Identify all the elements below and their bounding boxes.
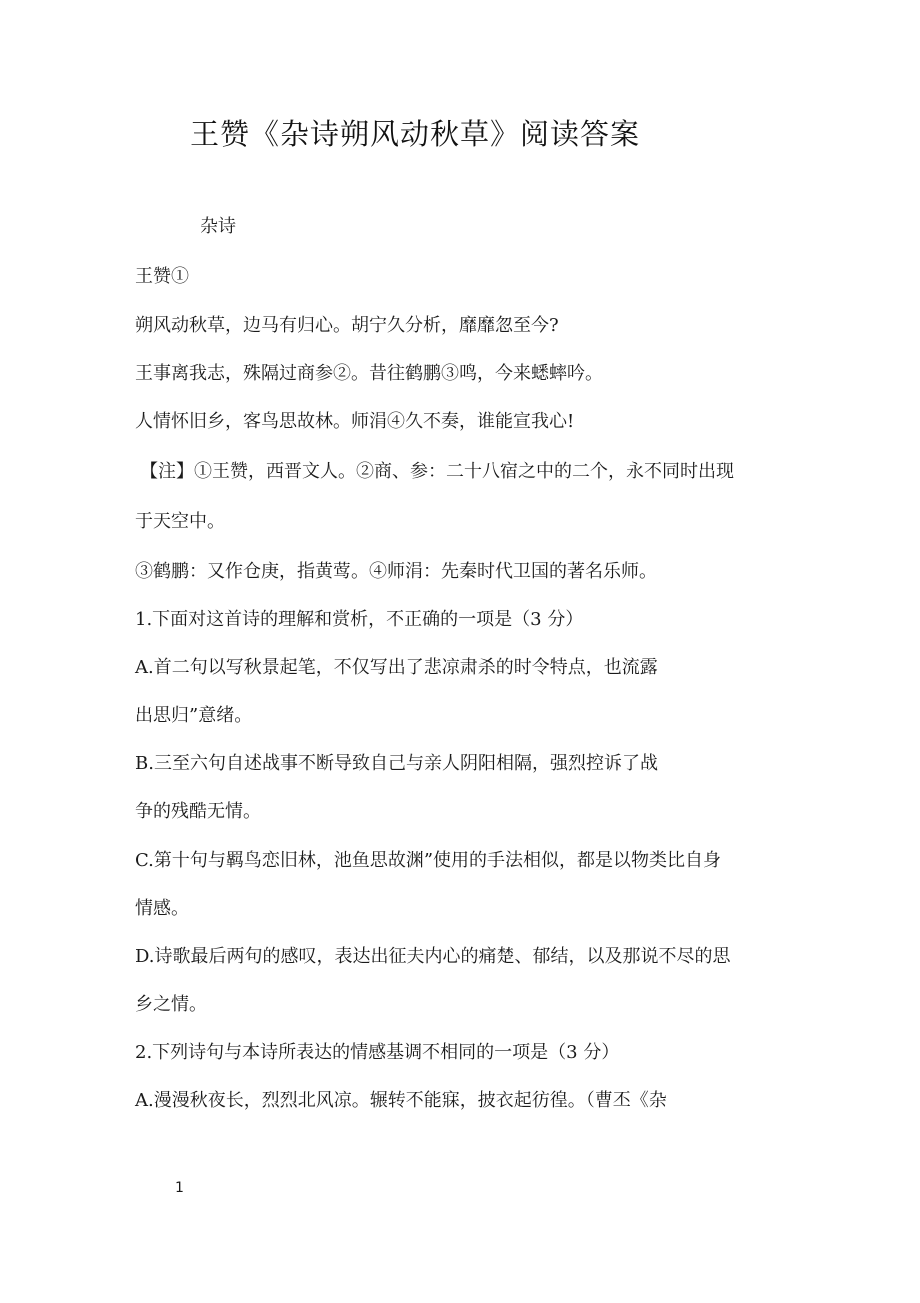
document-title: 王赞《杂诗朔风动秋草》阅读答案 bbox=[190, 117, 641, 151]
question-1-option-b: B.三至六句自述战事不断导致自己与亲人阴阳相隔，强烈控诉了战 bbox=[135, 753, 658, 774]
question-2-option-a: A.漫漫秋夜长，烈烈北风凉。辗转不能寐，披衣起彷徨。（曹丕《杂 bbox=[135, 1090, 667, 1111]
poem-line-1: 朔风动秋草，边马有归心。胡宁久分析，靡靡忽至今? bbox=[135, 315, 559, 336]
note-line-2: 于天空中。 bbox=[135, 511, 225, 532]
note-line-1: 【注】①王赞，西晋文人。②商、参：二十八宿之中的二个，永不同时出现 bbox=[140, 461, 734, 482]
question-1-option-d-cont: 乡之情。 bbox=[135, 994, 207, 1015]
question-1-option-a: A.首二句以写秋景起笔，不仅写出了悲凉肃杀的时令特点，也流露 bbox=[135, 657, 658, 678]
question-1-option-d: D.诗歌最后两句的感叹，表达出征夫内心的痛楚、郁结，以及那说不尽的思 bbox=[135, 946, 731, 967]
poem-line-3: 人情怀旧乡，客鸟思故林。师涓④久不奏，谁能宣我心! bbox=[135, 411, 575, 432]
question-1-option-b-cont: 争的残酷无情。 bbox=[135, 801, 261, 822]
question-1: 1.下面对这首诗的理解和赏析，不正确的一项是（3 分） bbox=[135, 609, 584, 630]
page-number: 1 bbox=[175, 1180, 184, 1196]
poem-title: 杂诗 bbox=[200, 216, 236, 237]
question-1-option-c: C.第十句与羁鸟恋旧林，池鱼思故渊”使用的手法相似，都是以物类比自身 bbox=[135, 850, 722, 871]
poem-author: 王赞① bbox=[135, 266, 189, 287]
question-2: 2.下列诗句与本诗所表达的情感基调不相同的一项是（3 分） bbox=[135, 1042, 620, 1063]
question-1-option-a-cont: 出思归”意绪。 bbox=[135, 705, 253, 726]
poem-line-2: 王事离我志，殊隔过商参②。昔往鹤鹏③鸣，今来蟋蟀吟。 bbox=[135, 363, 603, 384]
note-line-3: ③鹤鹏：又作仓庚，指黄莺。④师涓：先秦时代卫国的著名乐师。 bbox=[135, 561, 657, 582]
question-1-option-c-cont: 情感。 bbox=[135, 898, 189, 919]
